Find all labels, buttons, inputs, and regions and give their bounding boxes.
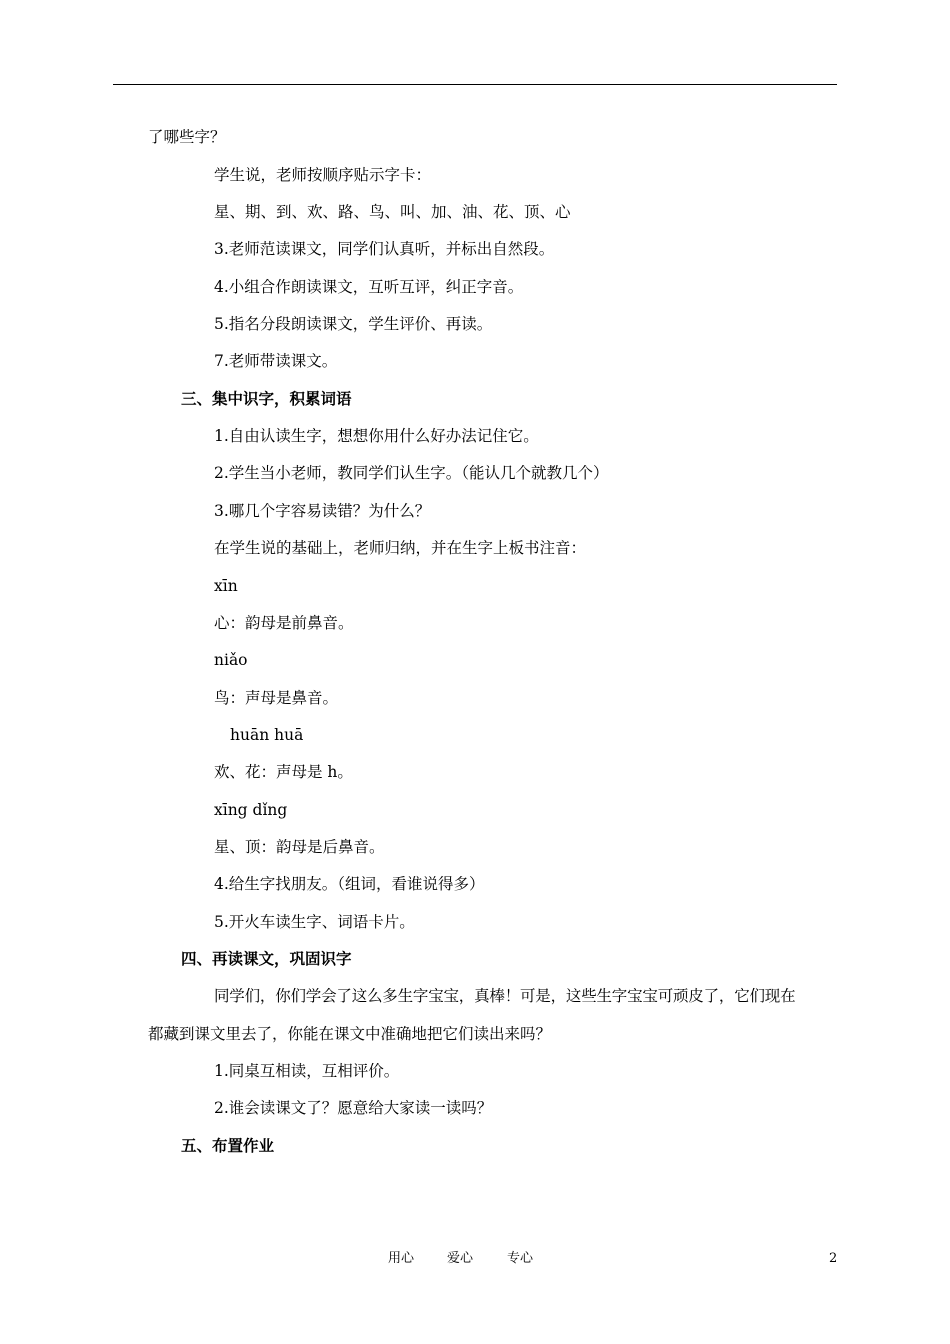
text-line: 欢、花：声母是 h。 (214, 763, 353, 781)
section-heading: 四、再读课文，巩固识字 (181, 949, 352, 968)
pinyin-line: niǎo (214, 651, 248, 669)
text-line: 2.学生当小老师，教同学们认生字。（能认几个就教几个） (214, 464, 609, 482)
text-line: 3.哪几个字容易读错？为什么？ (214, 502, 431, 520)
text-line: 学生说，老师按顺序贴示字卡： (214, 166, 432, 184)
section-heading: 五、布置作业 (181, 1136, 275, 1155)
text-line: 4.小组合作朗读课文，互听互评，纠正字音。 (214, 278, 524, 296)
text-line: 在学生说的基础上，老师归纳，并在生字上板书注音： (214, 539, 587, 557)
text-line: 5.开火车读生字、词语卡片。 (214, 913, 415, 931)
pinyin-line: xīn (214, 577, 238, 595)
text-line: 了哪些字？ (148, 128, 226, 146)
text-line: 鸟：声母是鼻音。 (214, 689, 339, 707)
text-line: 4.给生字找朋友。（组词，看谁说得多） (214, 875, 485, 893)
paragraph-line: 都藏到课文里去了，你能在课文中准确地把它们读出来吗？ (148, 1025, 552, 1043)
pinyin-line: huān huā (230, 726, 304, 744)
footer-slogan: 爱心 (447, 1251, 474, 1266)
page-number: 2 (829, 1251, 838, 1266)
text-line: 星、期、到、欢、路、鸟、叫、加、油、花、顶、心 (214, 203, 571, 221)
text-line: 星、顶：韵母是后鼻音。 (214, 838, 385, 856)
footer-slogan: 专心 (507, 1251, 534, 1266)
text-line: 2.谁会读课文了？愿意给大家读一读吗？ (214, 1099, 493, 1117)
footer-slogan: 用心 (388, 1251, 415, 1266)
text-line: 1.同桌互相读，互相评价。 (214, 1062, 400, 1080)
text-line: 5.指名分段朗读课文，学生评价、再读。 (214, 315, 493, 333)
text-line: 7.老师带读课文。 (214, 352, 338, 370)
pinyin-line: xīng dǐng (214, 801, 288, 819)
text-line: 1.自由认读生字，想想你用什么好办法记住它。 (214, 427, 539, 445)
paragraph-line: 同学们，你们学会了这么多生字宝宝，真棒！可是，这些生字宝宝可顽皮了，它们现在 (214, 987, 796, 1005)
text-line: 心：韵母是前鼻音。 (214, 614, 354, 632)
section-heading: 三、集中识字，积累词语 (181, 389, 352, 408)
text-line: 3.老师范读课文，同学们认真听，并标出自然段。 (214, 240, 555, 258)
